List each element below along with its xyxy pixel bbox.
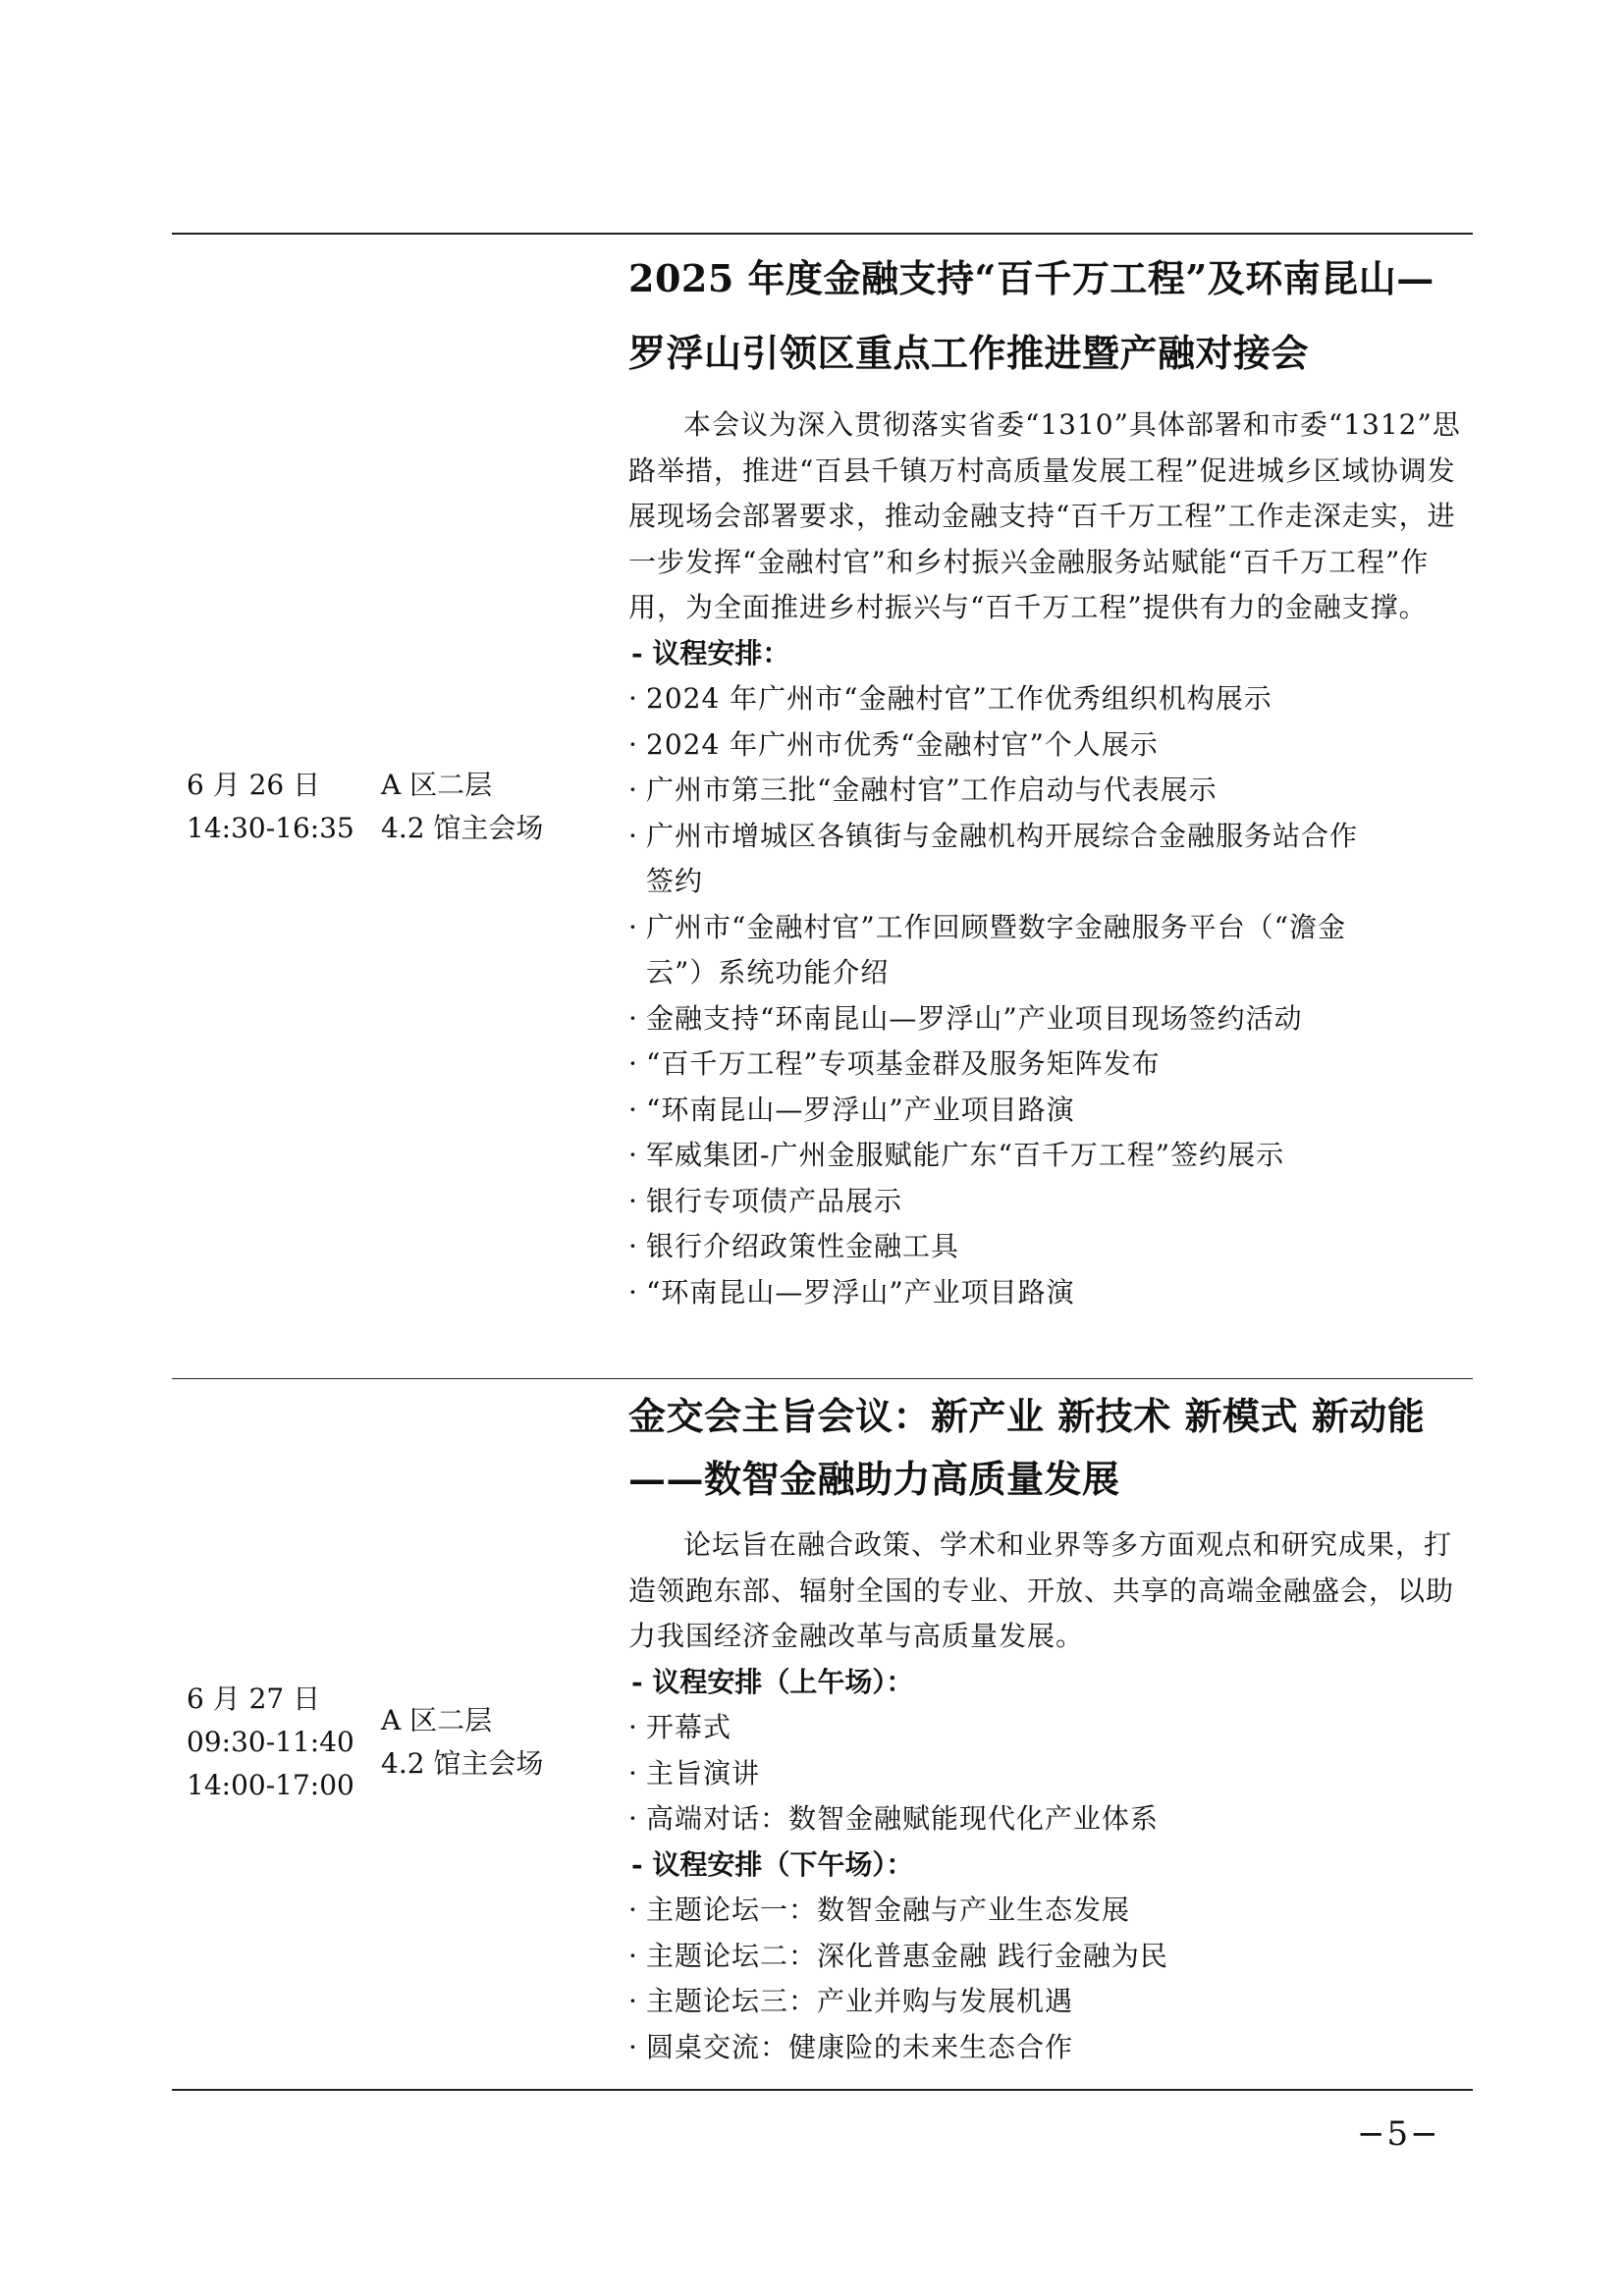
session-venue-cell xyxy=(381,1699,587,1786)
session-title xyxy=(628,1385,1468,1511)
agenda-item: · 主题论坛二：深化普惠金融 践行金融为民 xyxy=(628,1939,1168,1972)
agenda-item: · 开幕式 xyxy=(628,1711,732,1743)
title-line: 金交会主旨会议：新产业 新技术 新模式 新动能 xyxy=(628,1394,1426,1438)
agenda-item: · 广州市增城区各镇街与金融机构开展综合金融服务站合作签约 xyxy=(628,819,1359,897)
session-row-2 xyxy=(172,1381,1473,2088)
table-top-rule xyxy=(172,233,1473,235)
session-date: 6 月 27 日 xyxy=(187,1682,321,1715)
agenda-item: · 军威集团-广州金服赋能广东“百千万工程”签约展示 xyxy=(628,1139,1285,1171)
agenda-item: · 金融支持“环南昆山—罗浮山”产业项目现场签约活动 xyxy=(628,1001,1303,1035)
session-time: 14:00-17:00 xyxy=(187,1769,354,1801)
agenda-block xyxy=(628,1660,1468,2071)
agenda-heading: - 议程安排（上午场）： xyxy=(631,1665,914,1698)
page-number: −5− xyxy=(1357,2114,1440,2154)
agenda-list xyxy=(628,1705,1468,1842)
agenda-item: · 广州市第三批“金融村官”工作启动与代表展示 xyxy=(628,774,1218,806)
agenda-item: · “百千万工程”专项基金群及服务矩阵发布 xyxy=(628,1047,1161,1080)
session-date-cell xyxy=(187,1678,368,1807)
agenda-item: · 圆桌交流：健康险的未来生态合作 xyxy=(628,2030,1074,2063)
session-intro: 本会议为深入贯彻落实省委“1310”具体部署和市委“1312”思路举措，推进“百县千镇万村高质量发展工程”促进城乡区域协调发展现场会部署要求，推动金融支持“百千万工程”工作走深走实，进一步发挥“金融村官”和乡村振兴金融服务站赋能“百千万工程”作用，为全面推进乡村振兴与“百千万工程”提供有力的金融支撑。 xyxy=(628,408,1461,623)
agenda-item: · “环南昆山—罗浮山”产业项目路演 xyxy=(628,1275,1075,1308)
session-title xyxy=(628,241,1468,391)
agenda-list xyxy=(628,1888,1468,2070)
session-time: 14:30-16:35 xyxy=(187,812,354,844)
agenda-item: · 主题论坛一：数智金融与产业生态发展 xyxy=(628,1894,1131,1926)
agenda-item: · 高端对话：数智金融赋能现代化产业体系 xyxy=(628,1802,1160,1835)
table-bottom-rule xyxy=(172,2089,1473,2091)
session-venue-cell xyxy=(381,764,587,850)
agenda-block xyxy=(628,631,1468,1316)
venue-line: A 区二层 xyxy=(381,769,493,801)
agenda-item: · 2024 年广州市“金融村官”工作优秀组织机构展示 xyxy=(628,682,1272,715)
session-intro: 论坛旨在融合政策、学术和业界等多方面观点和研究成果，打造领跑东部、辐射全国的专业、开放、共享的高端金融盛会，以助力我国经济金融改革与高质量发展。 xyxy=(628,1528,1455,1652)
session-row-1 xyxy=(172,236,1473,1376)
agenda-item: · 主旨演讲 xyxy=(628,1756,761,1789)
session-content xyxy=(628,1385,1468,2070)
session-date: 6 月 26 日 xyxy=(187,769,321,801)
title-line: 罗浮山引领区重点工作推进暨产融对接会 xyxy=(628,331,1310,375)
agenda-heading: - 议程安排（下午场）： xyxy=(631,1847,914,1881)
agenda-list xyxy=(628,676,1468,1315)
agenda-item: · 2024 年广州市优秀“金融村官”个人展示 xyxy=(628,727,1159,761)
venue-line: 4.2 馆主会场 xyxy=(381,812,544,844)
venue-line: 4.2 馆主会场 xyxy=(381,1747,544,1780)
session-date-cell xyxy=(187,764,368,850)
agenda-item: · 银行介绍政策性金融工具 xyxy=(628,1230,960,1262)
row-divider-rule xyxy=(172,1378,1473,1379)
agenda-item: · 主题论坛三：产业并购与发展机遇 xyxy=(628,1985,1074,2017)
session-content xyxy=(628,241,1468,1315)
agenda-item: · 广州市“金融村官”工作回顾暨数字金融服务平台（“澹金云”）系统功能介绍 xyxy=(628,910,1346,988)
session-time: 09:30-11:40 xyxy=(187,1726,354,1758)
venue-line: A 区二层 xyxy=(381,1704,493,1736)
agenda-item: · “环南昆山—罗浮山”产业项目路演 xyxy=(628,1093,1075,1126)
title-line: ——数智金融助力高质量发展 xyxy=(628,1457,1120,1501)
title-line: 2025 年度金融支持“百千万工程”及环南昆山— xyxy=(628,256,1435,300)
agenda-heading: - 议程安排： xyxy=(631,636,790,669)
agenda-item: · 银行专项债产品展示 xyxy=(628,1184,903,1217)
